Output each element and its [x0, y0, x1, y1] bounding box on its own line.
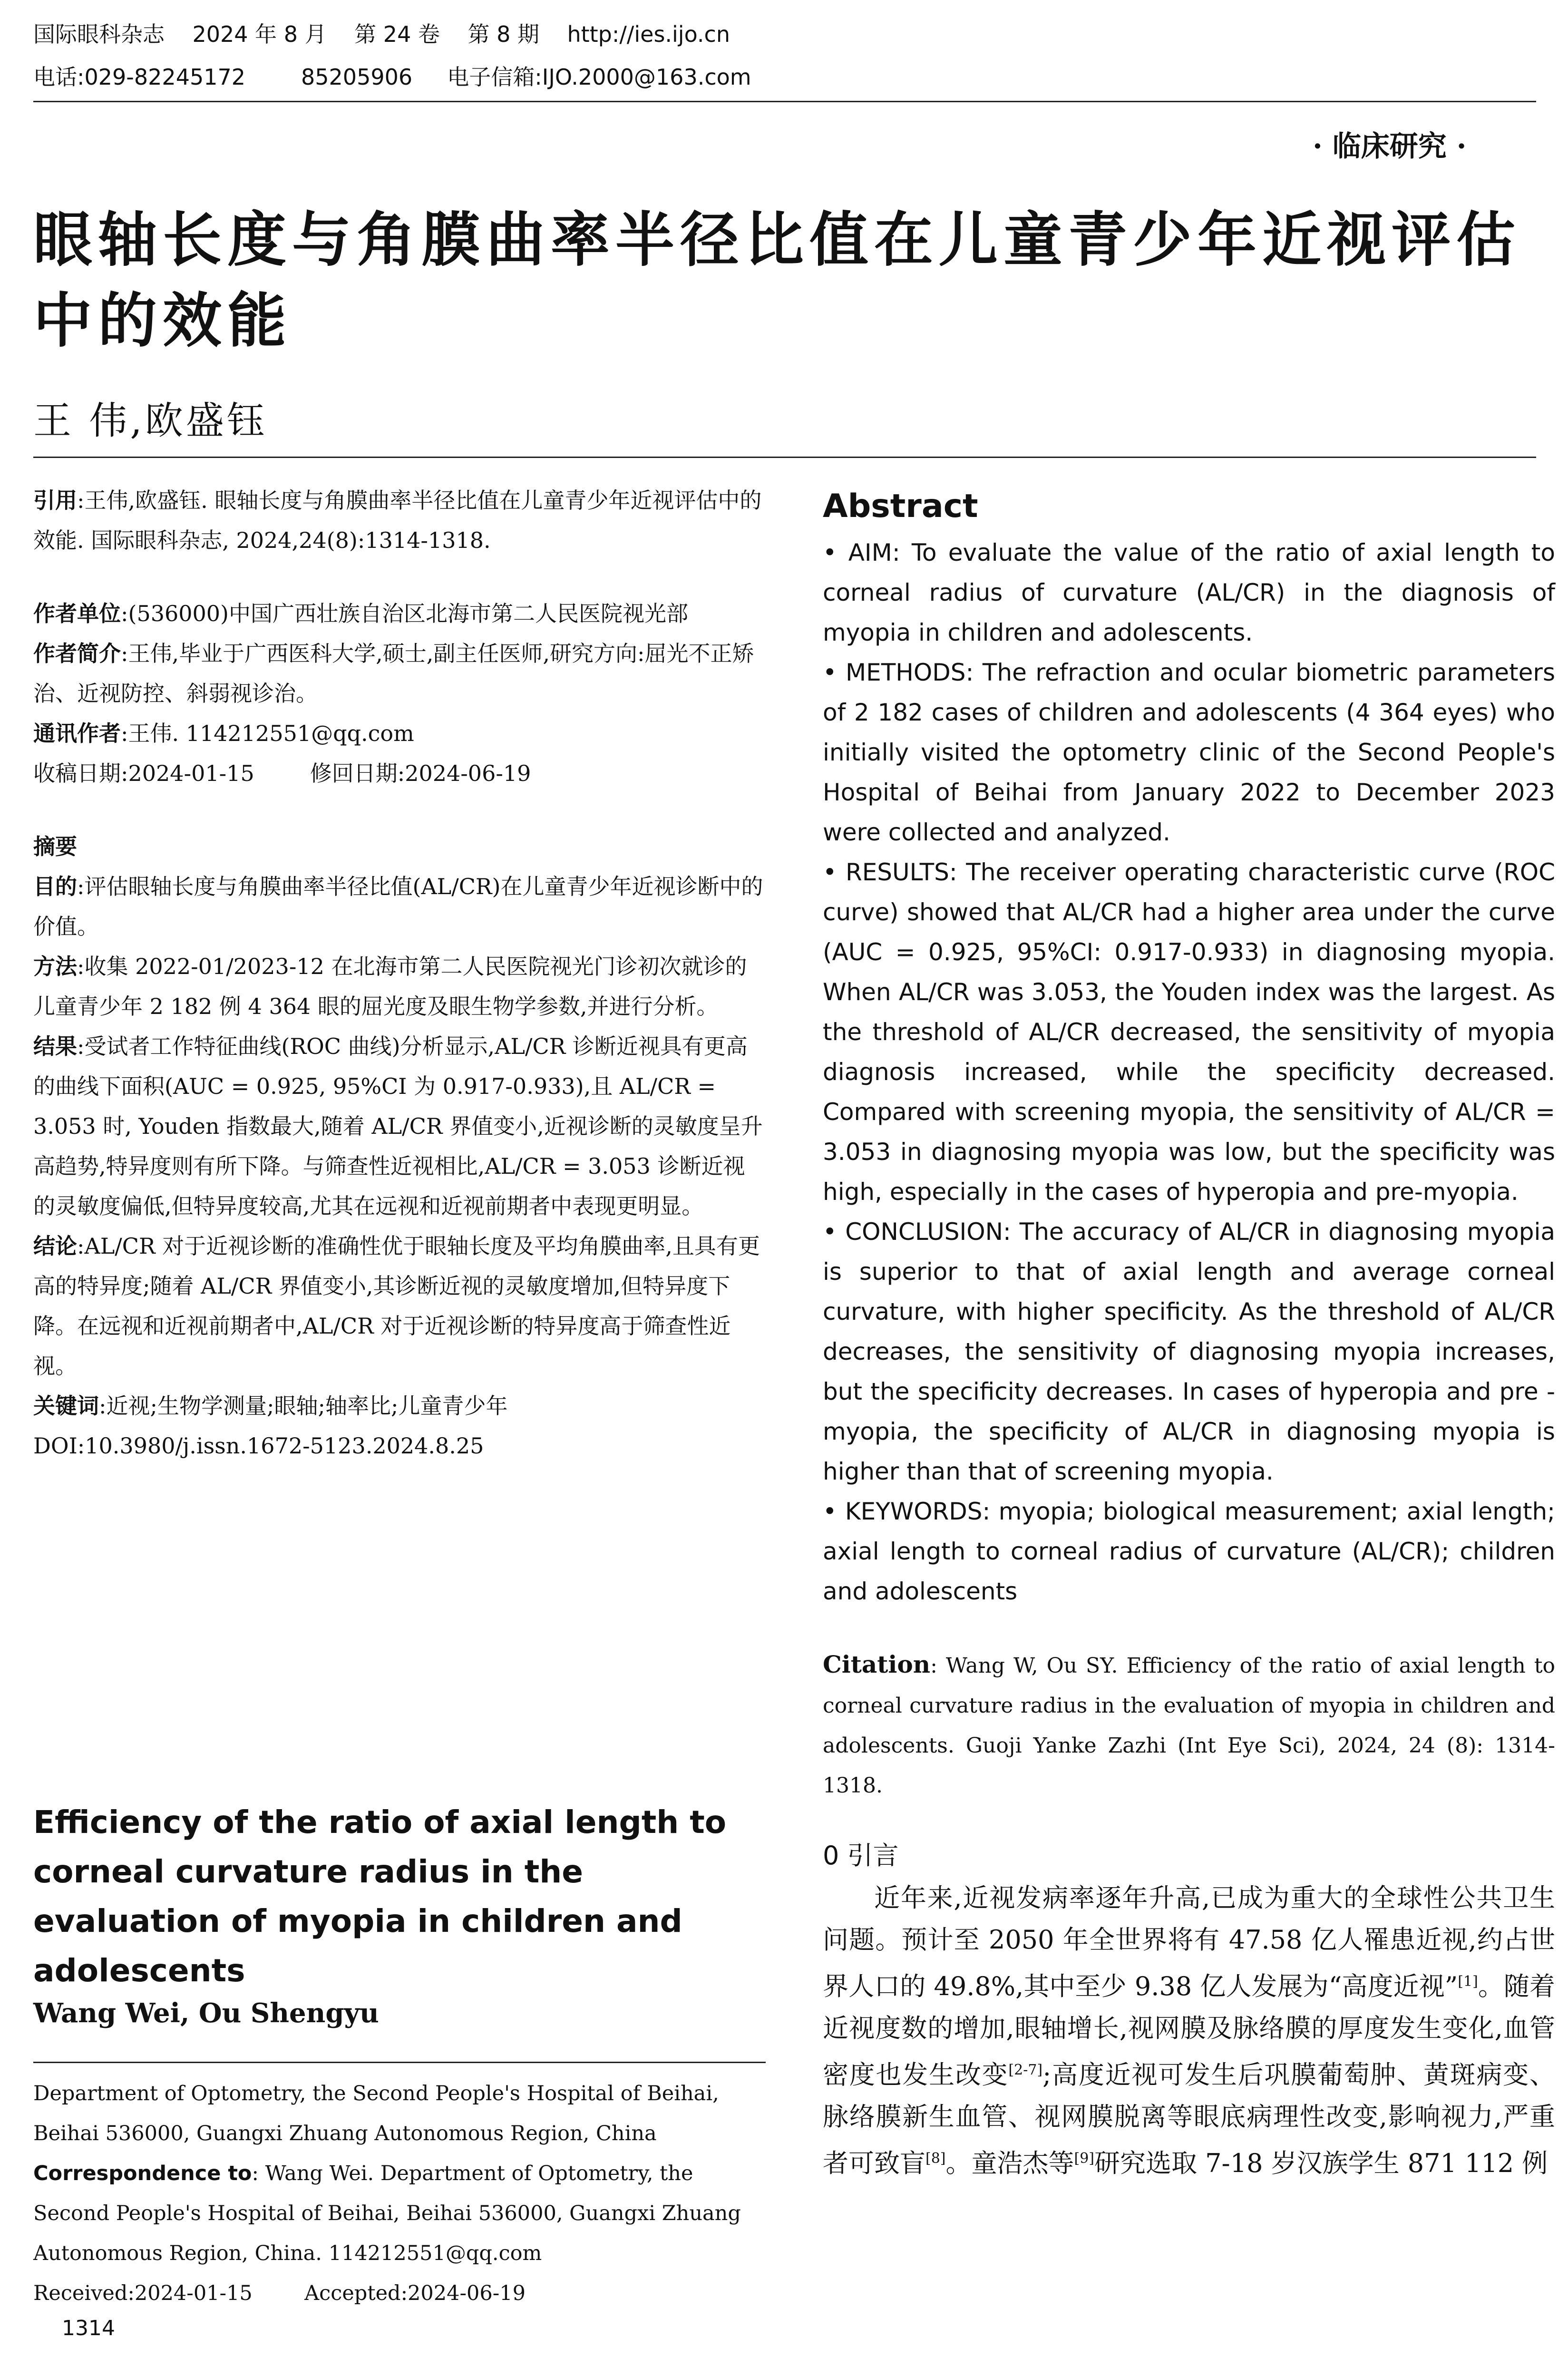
abstract-conclusion: 结论:AL/CR 对于近视诊断的准确性优于眼轴长度及平均角膜曲率,且具有更高的特异度;随着 AL/CR 界值变小,其诊断近视的灵敏度增加,但特异度下降。在远视和近视前期者中,AL/CR 对于近视诊断的特异度高于筛查性近视。: [33, 1233, 760, 1379]
abstract-objective: 目的:评估眼轴长度与角膜曲率半径比值(AL/CR)在儿童青少年近视诊断中的价值。: [33, 874, 763, 939]
abstract-results-en: • RESULTS: The receiver operating characteristic curve (ROC curve) showed that AL/CR had a higher area under the curve (AUC = 0.925, 95%CI: 0.917-0.933) in diagnosing myopia. When AL/CR was 3.053, the Youden index was the largest. As the threshold of AL/CR decreased, the sensitivity of myopia diagnosis increased, while the specificity decreased. Compared with screening myopia, the sensitivity of AL/CR = 3.053 in diagnosing myopia was low, but the specificity was high, especially in the cases of hyperopia and pre-myopia.: [823, 858, 1555, 1206]
abstract-head-en: Abstract: [823, 487, 978, 525]
author-unit: 作者单位:(536000)中国广西壮族自治区北海市第二人民医院视光部: [33, 601, 688, 626]
abstract-methods: 方法:收集 2022-01/2023-12 在北海市第二人民医院视光门诊初次就诊的儿童青少年 2 182 例 4 364 眼的屈光度及眼生物学参数,并进行分析。: [33, 954, 747, 1019]
english-authors: Wang Wei, Ou Shengyu: [33, 1997, 379, 2029]
received-date-cn: 收稿日期:2024-01-15 修回日期:2024-06-19: [33, 760, 531, 786]
english-authors-rule: [33, 2062, 766, 2063]
abstract-head-cn: 摘要: [33, 834, 77, 859]
abstract-conclusion-en: • CONCLUSION: The accuracy of AL/CR in diagnosing myopia is superior to that of axial length and average corneal curvature, with higher specificity. As the threshold of AL/CR decreases, the sensitivity of diagnosing myopia increases, but the specificity decreases. In cases of hyperopia and pre - myopia, the specificity of AL/CR in diagnosing myopia is higher than that of screening myopia.: [823, 1218, 1555, 1485]
abstract-body-en: [823, 533, 1555, 1611]
reference-8: [8]: [925, 2150, 946, 2167]
left-column: [33, 480, 766, 1466]
corresponding-author: 通讯作者:王伟. 114212551@qq.com: [33, 721, 414, 746]
keywords-cn: 关键词:近视;生物学测量;眼轴;轴率比;儿童青少年: [33, 1393, 508, 1419]
right-column: [823, 480, 1555, 2184]
header-rule: [33, 101, 1536, 102]
citation-en: Citation: Wang W, Ou SY. Efficiency of the ratio of axial length to corneal curvature radius in the evaluation of myopia in children and adolescents. Guoji Yanke Zazhi (Int Eye Sci), 2024, 24 (8): 1314-1318.: [823, 1650, 1555, 1798]
article-title: 眼轴长度与角膜曲率半径比值在儿童青少年近视评估中的效能: [33, 206, 1521, 355]
doi: DOI:10.3980/j.issn.1672-5123.2024.8.25: [33, 1433, 484, 1459]
title-rule: [33, 457, 1536, 458]
citation-cn: 引用:王伟,欧盛钰. 眼轴长度与角膜曲率半径比值在儿童青少年近视评估中的效能. 国际眼科杂志, 2024,24(8):1314-1318.: [33, 487, 762, 553]
abstract-methods-en: • METHODS: The refraction and ocular biometric parameters of 2 182 cases of children and adolescents (4 364 eyes) who initially visited the optometry clinic of the Second People's Hospital of Beihai from January 2022 to December 2023 were collected and analyzed.: [823, 659, 1555, 846]
author-bio: 作者简介:王伟,毕业于广西医科大学,硕士,副主任医师,研究方向:屈光不正矫治、近视防控、斜弱视诊治。: [33, 641, 754, 706]
received-date-en: Received:2024-01-15 Accepted:2024-06-19: [33, 2281, 526, 2305]
introduction-paragraph: 近年来,近视发病率逐年升高,已成为重大的全球性公共卫生问题。预计至 2050 年全世界将有 47.58 亿人罹患近视,约占世界人口的 49.8%,其中至少 9.38 亿人发展为“高度近视”[1]。随着近视度数的增加,眼轴增长,视网膜及脉络膜的厚度发生变化,血管密度也发生改变[2-7];高度近视可发生后巩膜葡萄肿、黄斑病变、脉络膜新生血管、视网膜脱离等眼底病理性改变,影响视力,严重者可致盲[8]。童浩杰等[9]研究选取 7-18 岁汉族学生 871 112 例: [823, 1883, 1556, 2178]
abstract-aim: • AIM: To evaluate the value of the ratio of axial length to corneal radius of curvature (AL/CR) in the diagnosis of myopia in children and adolescents.: [823, 539, 1555, 646]
affiliation: Department of Optometry, the Second People's Hospital of Beihai, Beihai 536000, Guangxi Zhuang Autonomous Region, China: [33, 2082, 719, 2145]
reference-1: [1]: [1458, 1973, 1478, 1990]
page-number: 1314: [62, 2316, 115, 2340]
journal-header-line2: 电话:029-82245172 85205906 电子信箱:IJO.2000@163.com: [33, 64, 751, 90]
authors-cn: 王 伟,欧盛钰: [33, 399, 268, 443]
journal-header-line1: 国际眼科杂志 2024 年 8 月 第 24 卷 第 8 期 http://ies.ijo.cn: [33, 21, 730, 47]
abstract-results: 结果:受试者工作特征曲线(ROC 曲线)分析显示,AL/CR 诊断近视具有更高的曲线下面积(AUC = 0.925, 95%CI 为 0.917-0.933),且 AL/CR = 3.053 时, Youden 指数最大,随着 AL/CR 界值变小,近视诊断的灵敏度呈升高趋势,特异度则有所下降。与筛查性近视相比,AL/CR = 3.053 诊断近视的灵敏度偏低,但特异度较高,尤其在远视和近视前期者中表现更明显。: [33, 1033, 763, 1219]
section-tag: · 临床研究 ·: [1313, 130, 1467, 163]
english-title: Efficiency of the ratio of axial length to corneal curvature radius in the evaluation of myopia in children and adolescents: [33, 1804, 727, 1989]
section-introduction-heading: 0 引言: [823, 1841, 899, 1870]
reference-2-7: [2-7]: [1008, 2062, 1043, 2078]
abstract-keywords-en: • KEYWORDS: myopia; biological measurement; axial length; axial length to corneal radius of curvature (AL/CR); children and adolescents: [823, 1498, 1555, 1605]
english-affiliation-block: [33, 2074, 766, 2313]
reference-9: [9]: [1074, 2150, 1094, 2167]
correspondence: Correspondence to: Wang Wei. Department of Optometry, the Second People's Hospital of Beihai, Beihai 536000, Guangxi Zhuang Autonomous Region, China. 114212551@qq.com: [33, 2162, 741, 2265]
